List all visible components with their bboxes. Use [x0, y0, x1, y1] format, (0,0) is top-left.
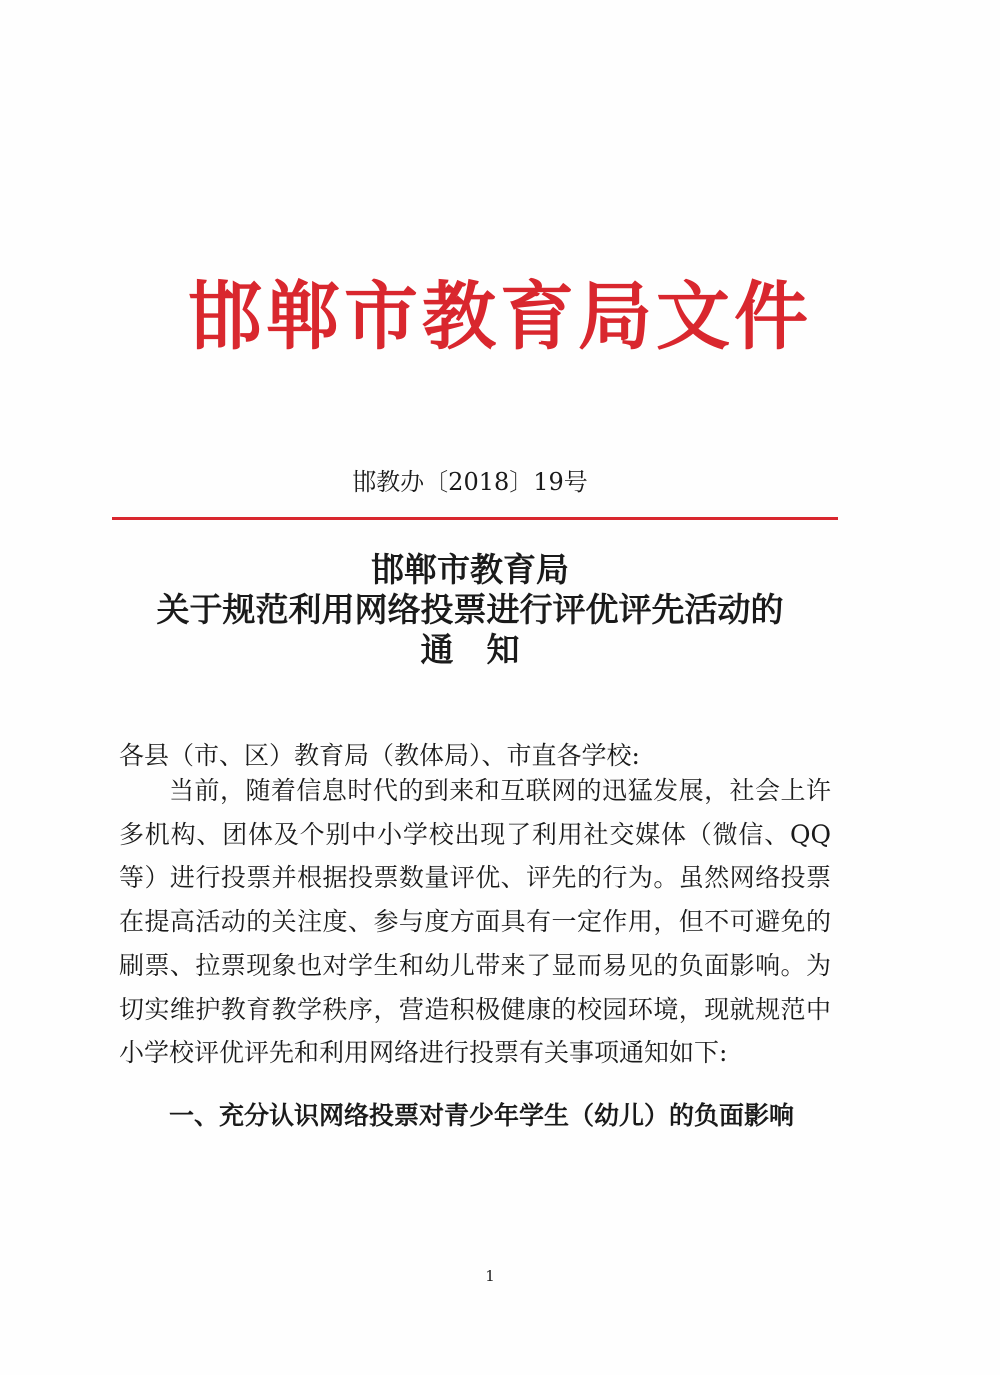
notice-title-line-1: 邯郸市教育局	[371, 550, 569, 589]
red-header-title: 邯郸市教育局文件	[188, 274, 812, 360]
notice-title	[120, 550, 820, 670]
notice-title-line-2: 关于规范利用网络投票进行评优评先活动的	[156, 590, 784, 629]
notice-title-line-3: 通 知	[420, 630, 520, 669]
red-header-rule	[112, 517, 838, 520]
section-heading-1: 一、充分认识网络投票对青少年学生（幼儿）的负面影响	[169, 1101, 795, 1130]
document-number: 邯教办〔2018〕19号	[352, 468, 588, 496]
page-number: 1	[485, 1267, 495, 1285]
body-paragraph: 当前，随着信息时代的到来和互联网的迅猛发展，社会上许多机构、团体及个别中小学校出现了利用社交媒体（微信、QQ等）进行投票并根据投票数量评优、评先的行为。虽然网络投票在提高活动的关注度、参与度方面具有一定作用，但不可避免的刷票、拉票现象也对学生和幼儿带来了显而易见的负面影响。为切实维护教育教学秩序，营造积极健康的校园环境，现就规范中小学校评优评先和利用网络进行投票有关事项通知如下:	[119, 776, 831, 1068]
salutation: 各县（市、区）教育局（教体局）、市直各学校:	[119, 741, 640, 770]
